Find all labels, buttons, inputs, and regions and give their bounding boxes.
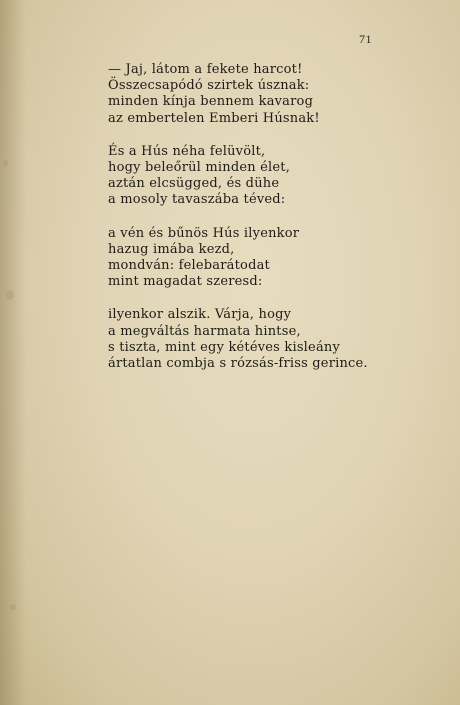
stanza <box>108 144 408 209</box>
poem-line: — Jaj, látom a fekete harcot! <box>108 62 303 77</box>
poem-line: hazug imába kezd, <box>108 241 235 257</box>
poem-line: a mosoly tavaszába téved: <box>108 192 286 208</box>
poem-line: ilyenkor alszik. Várja, hogy <box>108 307 292 323</box>
poem-line: a vén és bűnös Hús ilyenkor <box>108 225 300 241</box>
poem-line: hogy beleőrül minden élet, <box>108 160 291 176</box>
poem-line: a megváltás harmata hintse, <box>108 323 301 339</box>
poem-line: az embertelen Emberi Húsnak! <box>108 110 320 126</box>
stanza <box>108 307 408 372</box>
poem-line: mondván: felebarátodat <box>108 258 270 274</box>
paper-stain <box>6 290 14 300</box>
poem-line: ártatlan combja s rózsás-friss gerince. <box>108 356 368 372</box>
poem-line: minden kínja bennem kavarog <box>108 94 314 110</box>
paper-stain <box>3 160 8 167</box>
page-number: 71 <box>359 32 372 46</box>
poem-line: aztán elcsügged, és dühe <box>108 176 280 192</box>
poem-line: Összecsapódó szirtek úsznak: <box>108 78 310 94</box>
stanza <box>108 226 408 291</box>
poem-line: mint magadat szeresd: <box>108 274 263 290</box>
poem-line: s tiszta, mint egy kétéves kisleány <box>108 339 341 355</box>
poem-line: És a Hús néha felüvölt, <box>108 143 266 159</box>
stanza <box>108 62 408 127</box>
paper-stain <box>10 604 16 610</box>
poem <box>108 62 408 389</box>
